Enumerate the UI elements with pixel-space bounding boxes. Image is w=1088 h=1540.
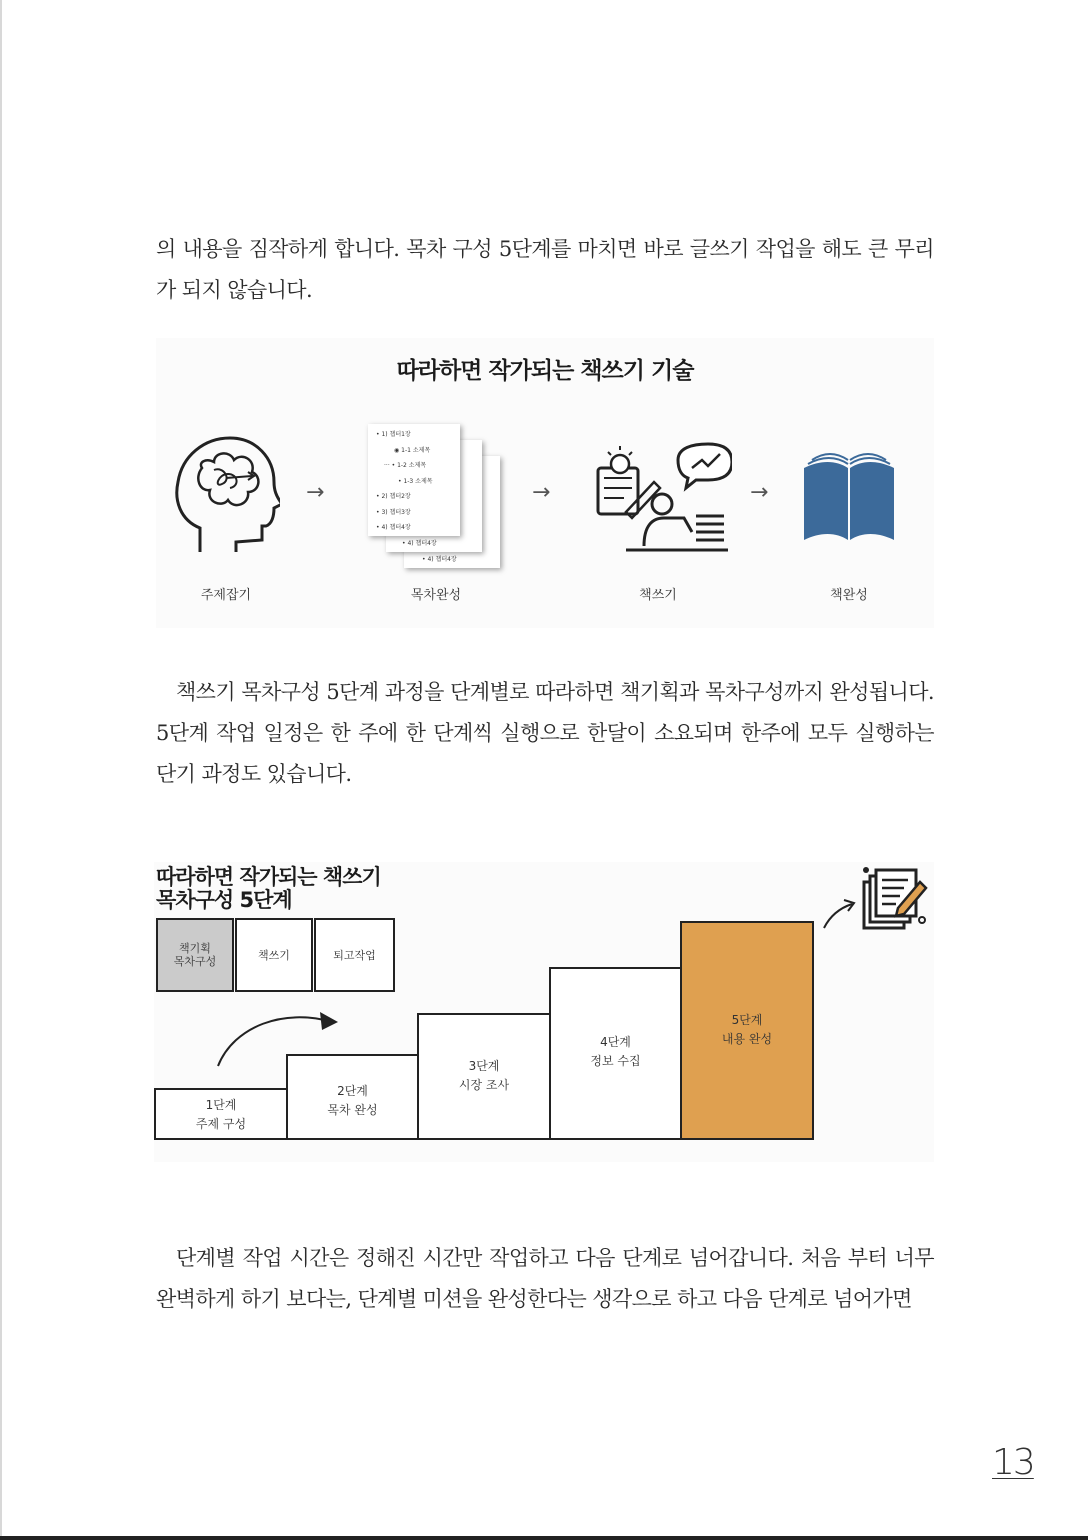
writing-person-icon (592, 442, 732, 554)
stair-step-2: 2단계 목차 완성 (286, 1054, 419, 1140)
toc-line: ◉ 1-1 소제목 (394, 446, 431, 454)
page-number: 13 (992, 1442, 1034, 1483)
step-label-toc: 목차완성 (410, 588, 462, 603)
document-pen-icon (858, 864, 928, 934)
stair-step-5: 5단계 내용 완성 (680, 921, 814, 1140)
toc-line: • 3) 챕터3장 (376, 508, 411, 516)
step-label-topic: 주제잡기 (200, 588, 252, 603)
stairs-title-line-2: 목차구성 5단계 (156, 888, 292, 912)
stairs-figure-title (156, 866, 381, 912)
stair-step-3: 3단계 시장 조사 (417, 1013, 551, 1140)
toc-line: • 2) 챕터2장 (376, 493, 411, 500)
stairs-figure (154, 862, 934, 1162)
step-label-writing: 책쓰기 (639, 588, 677, 603)
stair-step-1: 1단계 주제 구성 (154, 1088, 288, 1140)
toc-line: • 4) 챕터4장 (402, 540, 437, 547)
open-book-icon (798, 450, 900, 542)
paragraph-2: 책쓰기 목차구성 5단계 과정을 단계별로 따라하면 책기획과 목차구성까지 완성됩니다. 5단계 작업 일정은 한 주에 한 단계씩 실행으로 한달이 소요되며 한주에 모두 실행하는 단기 과정도 있습니다. (156, 680, 934, 786)
stair-step-4: 4단계 정보 수집 (549, 967, 682, 1140)
arrow-icon: → (532, 480, 551, 505)
page-edge (0, 0, 2, 1540)
toc-line: • 1) 챕터1장 (376, 431, 411, 438)
arrow-icon: → (306, 480, 325, 505)
stairs-title-line-1: 따라하면 작가되는 책쓰기 (156, 865, 381, 889)
tab-plan-toc: 책기획 목차구성 (156, 918, 234, 992)
toc-line: ··· • 1-2 소제목 (384, 462, 427, 469)
arrow-icon: → (750, 480, 769, 505)
tab-writing: 책쓰기 (235, 918, 313, 992)
toc-line: • 4) 챕터4장 (422, 556, 457, 563)
head-brain-icon (170, 430, 280, 560)
toc-line: • 1-3 소제목 (398, 477, 433, 485)
page-bottom-edge (0, 1536, 1088, 1540)
up-arrow-icon (820, 898, 860, 932)
step-label-book-done: 책완성 (830, 588, 868, 603)
process-figure (156, 338, 934, 628)
toc-line: • 4) 챕터4장 (376, 524, 411, 531)
paragraph-1: 의 내용을 짐작하게 합니다. 목차 구성 5단계를 마치면 바로 글쓰기 작업을 해도 큰 무리가 되지 않습니다. (156, 237, 934, 302)
paragraph-3: 단계별 작업 시간은 정해진 시간만 작업하고 다음 단계로 넘어갑니다. 처음 부터 너무 완벽하게 하기 보다는, 단계별 미션을 완성한다는 생각으로 하고 다음 단계로 넘어가면 (156, 1246, 934, 1311)
tab-revision: 퇴고작업 (314, 918, 395, 992)
toc-pages-icon (368, 424, 508, 574)
process-figure-title: 따라하면 작가되는 책쓰기 기술 (396, 358, 694, 384)
